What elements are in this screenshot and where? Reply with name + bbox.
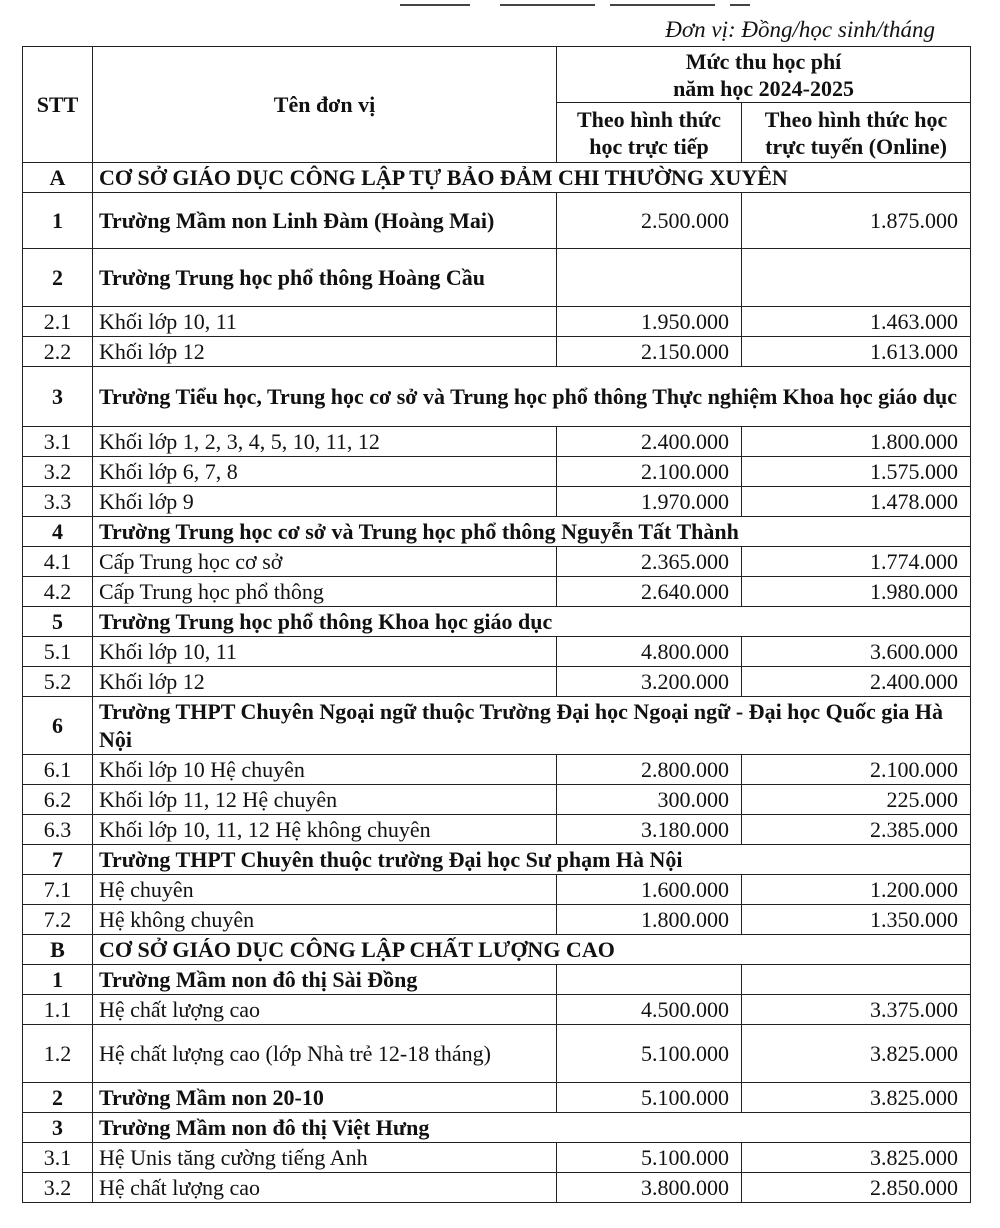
unit-name-cell: Trường Trung học phổ thông Khoa học giáo dục xyxy=(93,607,971,637)
unit-name-cell: Khối lớp 12 xyxy=(93,337,557,367)
direct-fee-cell: 3.200.000 xyxy=(557,667,742,697)
table-row xyxy=(23,785,971,815)
direct-fee-cell: 4.500.000 xyxy=(557,995,742,1025)
stt-cell: 4.2 xyxy=(23,577,93,607)
direct-fee-cell: 2.150.000 xyxy=(557,337,742,367)
direct-fee-cell: 2.365.000 xyxy=(557,547,742,577)
stt-cell: 7.2 xyxy=(23,905,93,935)
unit-name-cell: Hệ Unis tăng cường tiếng Anh xyxy=(93,1143,557,1173)
stt-cell: 6 xyxy=(23,697,93,755)
stt-cell: 6.2 xyxy=(23,785,93,815)
table-row xyxy=(23,1143,971,1173)
table-row xyxy=(23,815,971,845)
direct-fee-cell: 2.640.000 xyxy=(557,577,742,607)
table-row xyxy=(23,875,971,905)
header-fee-group-line1: Mức thu học phí xyxy=(685,48,842,74)
online-fee-cell: 3.825.000 xyxy=(742,1083,971,1113)
table-row xyxy=(23,163,971,193)
stt-cell: 4 xyxy=(23,517,93,547)
stt-cell: 2.1 xyxy=(23,307,93,337)
online-fee-cell: 1.478.000 xyxy=(742,487,971,517)
stt-cell: 7 xyxy=(23,845,93,875)
unit-note: Đơn vị: Đồng/học sinh/tháng xyxy=(665,17,935,42)
unit-name-cell: Hệ chất lượng cao (lớp Nhà trẻ 12-18 tháng) xyxy=(93,1025,557,1083)
stt-cell: 7.1 xyxy=(23,875,93,905)
unit-name-cell: Khối lớp 6, 7, 8 xyxy=(93,457,557,487)
table-row xyxy=(23,1113,971,1143)
table-row xyxy=(23,577,971,607)
unit-name-cell: Cấp Trung học cơ sở xyxy=(93,547,557,577)
stt-cell: 5.1 xyxy=(23,637,93,667)
online-fee-cell: 1.200.000 xyxy=(742,875,971,905)
stt-cell: 3.1 xyxy=(23,427,93,457)
table-row xyxy=(23,517,971,547)
table-row xyxy=(23,1025,971,1083)
stt-cell: 3.2 xyxy=(23,457,93,487)
tuition-fee-table xyxy=(22,46,971,1203)
online-fee-cell: 2.850.000 xyxy=(742,1173,971,1203)
unit-name-cell: Khối lớp 12 xyxy=(93,667,557,697)
unit-name-cell: Khối lớp 10, 11 xyxy=(93,307,557,337)
unit-name-cell: Hệ chất lượng cao xyxy=(93,1173,557,1203)
stt-cell: 2.2 xyxy=(23,337,93,367)
unit-name-cell: Hệ chuyên xyxy=(93,875,557,905)
unit-name-cell: Trường Trung học phổ thông Hoàng Cầu xyxy=(93,249,557,307)
online-fee-cell: 3.375.000 xyxy=(742,995,971,1025)
online-fee-cell: 3.825.000 xyxy=(742,1143,971,1173)
table-row xyxy=(23,307,971,337)
stt-cell: 3 xyxy=(23,367,93,427)
online-fee-cell: 3.600.000 xyxy=(742,637,971,667)
header-direct-line2: học trực tiếp xyxy=(589,133,709,159)
table-row xyxy=(23,193,971,249)
table-body xyxy=(23,163,971,1203)
direct-fee-cell: 2.500.000 xyxy=(557,193,742,249)
online-fee-cell: 2.400.000 xyxy=(742,667,971,697)
header-direct-line1: Theo hình thức xyxy=(576,106,722,132)
direct-fee-cell: 300.000 xyxy=(557,785,742,815)
stt-cell: A xyxy=(23,163,93,193)
header-online xyxy=(742,103,971,163)
table-row xyxy=(23,249,971,307)
table-row xyxy=(23,487,971,517)
unit-name-cell: Hệ không chuyên xyxy=(93,905,557,935)
direct-fee-cell: 1.970.000 xyxy=(557,487,742,517)
table-row xyxy=(23,995,971,1025)
header-name: Tên đơn vị xyxy=(93,47,557,163)
direct-fee-cell xyxy=(557,965,742,995)
online-fee-cell: 1.463.000 xyxy=(742,307,971,337)
table-row xyxy=(23,637,971,667)
header-fee-group-line2: năm học 2024-2025 xyxy=(673,75,854,101)
unit-name-cell: Trường Mầm non đô thị Việt Hưng xyxy=(93,1113,971,1143)
online-fee-cell: 3.825.000 xyxy=(742,1025,971,1083)
stt-cell: 2 xyxy=(23,1083,93,1113)
stt-cell: 1 xyxy=(23,965,93,995)
online-fee-cell: 1.575.000 xyxy=(742,457,971,487)
direct-fee-cell: 1.800.000 xyxy=(557,905,742,935)
direct-fee-cell xyxy=(557,249,742,307)
stt-cell: 4.1 xyxy=(23,547,93,577)
online-fee-cell: 1.774.000 xyxy=(742,547,971,577)
direct-fee-cell: 2.100.000 xyxy=(557,457,742,487)
unit-name-cell: CƠ SỞ GIÁO DỤC CÔNG LẬP CHẤT LƯỢNG CAO xyxy=(93,935,971,965)
online-fee-cell: 1.350.000 xyxy=(742,905,971,935)
table-row xyxy=(23,1083,971,1113)
online-fee-cell: 2.100.000 xyxy=(742,755,971,785)
table-row xyxy=(23,427,971,457)
unit-name-cell: Khối lớp 9 xyxy=(93,487,557,517)
online-fee-cell: 1.980.000 xyxy=(742,577,971,607)
stt-cell: 5.2 xyxy=(23,667,93,697)
header-direct xyxy=(557,103,742,163)
unit-name-cell: Trường Mầm non đô thị Sài Đồng xyxy=(93,965,557,995)
stt-cell: 3 xyxy=(23,1113,93,1143)
table-row xyxy=(23,337,971,367)
stt-cell: 2 xyxy=(23,249,93,307)
online-fee-cell: 1.875.000 xyxy=(742,193,971,249)
stt-cell: 6.3 xyxy=(23,815,93,845)
online-fee-cell: 1.613.000 xyxy=(742,337,971,367)
table-row xyxy=(23,367,971,427)
unit-name-cell: Trường Trung học cơ sở và Trung học phổ thông Nguyễn Tất Thành xyxy=(93,517,971,547)
unit-name-cell: Trường Tiểu học, Trung học cơ sở và Trung học phổ thông Thực nghiệm Khoa học giáo dục xyxy=(93,367,971,427)
table-row xyxy=(23,607,971,637)
stt-cell: 1.1 xyxy=(23,995,93,1025)
unit-name-cell: Khối lớp 10, 11, 12 Hệ không chuyên xyxy=(93,815,557,845)
online-fee-cell: 2.385.000 xyxy=(742,815,971,845)
unit-name-cell: CƠ SỞ GIÁO DỤC CÔNG LẬP TỰ BẢO ĐẢM CHI THƯỜNG XUYÊN xyxy=(93,163,971,193)
direct-fee-cell: 3.800.000 xyxy=(557,1173,742,1203)
header-fee-group xyxy=(557,47,971,103)
online-fee-cell xyxy=(742,965,971,995)
unit-name-cell: Cấp Trung học phổ thông xyxy=(93,577,557,607)
table-row xyxy=(23,845,971,875)
online-fee-cell xyxy=(742,249,971,307)
stt-cell: 3.2 xyxy=(23,1173,93,1203)
direct-fee-cell: 1.950.000 xyxy=(557,307,742,337)
unit-name-cell: Trường THPT Chuyên Ngoại ngữ thuộc Trường Đại học Ngoại ngữ - Đại học Quốc gia Hà Nội xyxy=(93,697,971,755)
unit-name-cell: Trường Mầm non 20-10 xyxy=(93,1083,557,1113)
direct-fee-cell: 5.100.000 xyxy=(557,1143,742,1173)
unit-name-cell: Hệ chất lượng cao xyxy=(93,995,557,1025)
table-row xyxy=(23,905,971,935)
direct-fee-cell: 1.600.000 xyxy=(557,875,742,905)
clipped-text-fragment xyxy=(0,0,1000,8)
table-row xyxy=(23,457,971,487)
table-row xyxy=(23,697,971,755)
table-row xyxy=(23,547,971,577)
table-row xyxy=(23,667,971,697)
stt-cell: B xyxy=(23,935,93,965)
table-row xyxy=(23,1173,971,1203)
header-online-line1: Theo hình thức học xyxy=(764,106,948,132)
header-stt: STT xyxy=(23,47,93,163)
stt-cell: 1 xyxy=(23,193,93,249)
unit-name-cell: Trường THPT Chuyên thuộc trường Đại học Sư phạm Hà Nội xyxy=(93,845,971,875)
online-fee-cell: 225.000 xyxy=(742,785,971,815)
table-row xyxy=(23,755,971,785)
online-fee-cell: 1.800.000 xyxy=(742,427,971,457)
unit-name-cell: Khối lớp 1, 2, 3, 4, 5, 10, 11, 12 xyxy=(93,427,557,457)
direct-fee-cell: 4.800.000 xyxy=(557,637,742,667)
stt-cell: 5 xyxy=(23,607,93,637)
stt-cell: 1.2 xyxy=(23,1025,93,1083)
unit-name-cell: Trường Mầm non Linh Đàm (Hoàng Mai) xyxy=(93,193,557,249)
direct-fee-cell: 2.400.000 xyxy=(557,427,742,457)
stt-cell: 3.1 xyxy=(23,1143,93,1173)
header-online-line2: trực tuyến (Online) xyxy=(765,133,947,159)
table-row xyxy=(23,965,971,995)
stt-cell: 6.1 xyxy=(23,755,93,785)
stt-cell: 3.3 xyxy=(23,487,93,517)
direct-fee-cell: 3.180.000 xyxy=(557,815,742,845)
unit-name-cell: Khối lớp 10 Hệ chuyên xyxy=(93,755,557,785)
direct-fee-cell: 2.800.000 xyxy=(557,755,742,785)
unit-name-cell: Khối lớp 10, 11 xyxy=(93,637,557,667)
table-row xyxy=(23,935,971,965)
direct-fee-cell: 5.100.000 xyxy=(557,1025,742,1083)
unit-name-cell: Khối lớp 11, 12 Hệ chuyên xyxy=(93,785,557,815)
direct-fee-cell: 5.100.000 xyxy=(557,1083,742,1113)
